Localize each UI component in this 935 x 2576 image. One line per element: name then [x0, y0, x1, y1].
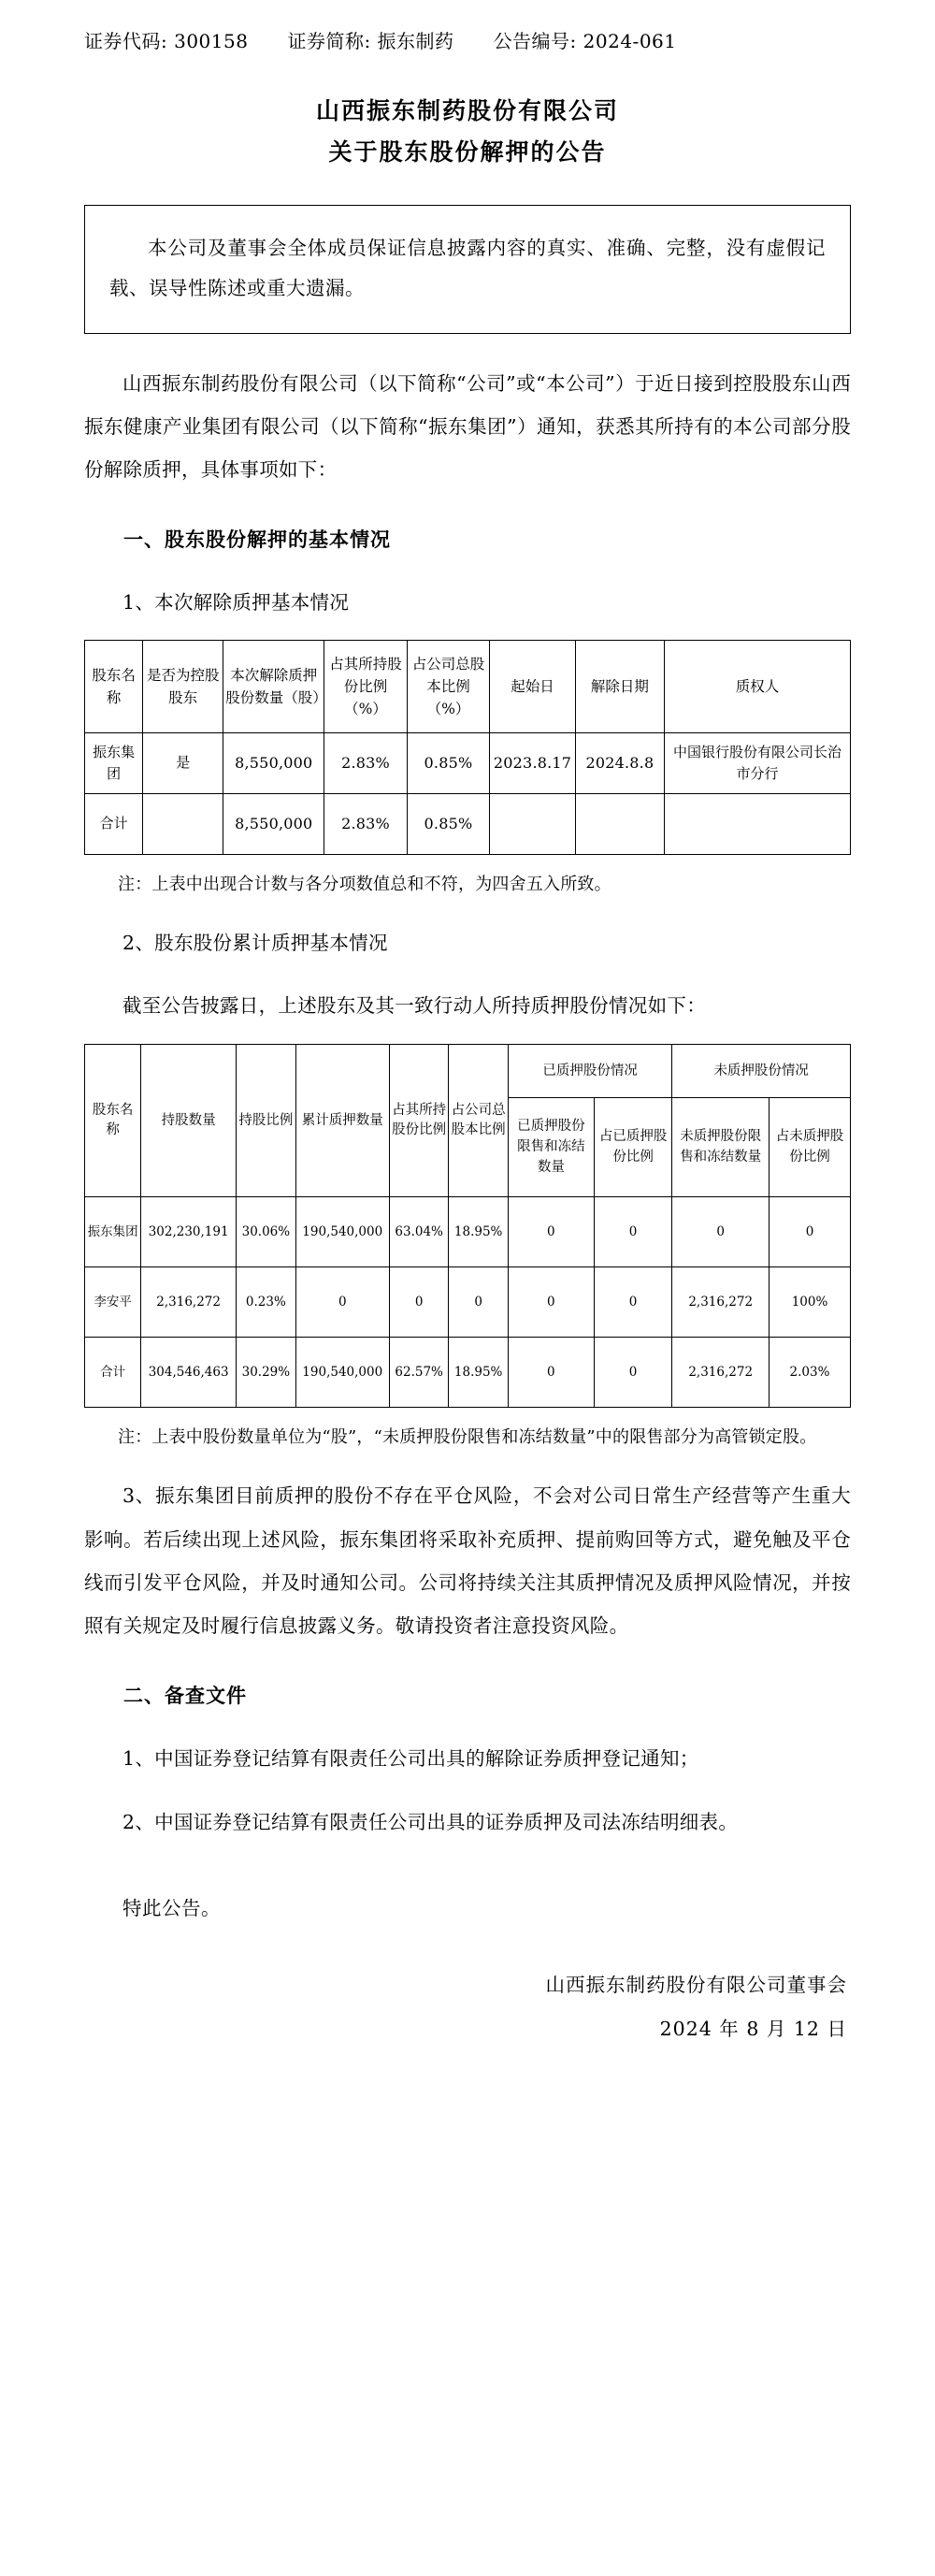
cell-release-date: 2024.8.8 — [575, 733, 664, 794]
section-1-heading: 一、股东股份解押的基本情况 — [123, 527, 391, 551]
cell-shareholder-name: 合计 — [85, 1338, 141, 1408]
title-line-2: 关于股东股份解押的公告 — [328, 137, 607, 166]
th-released-shares: 本次解除质押股份数量（股） — [223, 641, 324, 733]
cell-released-shares: 8,550,000 — [223, 733, 324, 794]
th-is-controlling: 是否为控股股东 — [143, 641, 223, 733]
section-1-sub-2-heading: 2、股东股份累计质押基本情况 — [122, 932, 388, 955]
cell-pct-of-total: 0 — [449, 1267, 509, 1338]
signature-date: 2024 年 8 月 12 日 — [659, 2018, 847, 2041]
disclaimer-box: 本公司及董事会全体成员保证信息披露内容的真实、准确、完整，没有虚假记载、误导性陈述或重大遗漏。 — [84, 205, 851, 334]
cell-pledged-restricted-pct: 0 — [594, 1267, 672, 1338]
table-row — [85, 1267, 851, 1338]
table-row — [85, 733, 851, 794]
cell-cumulative-pledged: 0 — [295, 1267, 389, 1338]
cell-unpledged-restricted-pct: 0 — [770, 1197, 851, 1267]
cell-pct-of-holding: 2.83% — [324, 733, 407, 794]
cell-pct-of-holding: 2.83% — [324, 794, 407, 855]
cell-is-controlling — [143, 794, 223, 855]
signature-block — [84, 1963, 851, 2051]
section-2-heading: 二、备查文件 — [123, 1683, 247, 1707]
cell-pct-of-holding: 0 — [389, 1267, 449, 1338]
th-holding-pct: 持股比例 — [237, 1045, 296, 1197]
cell-unpledged-restricted: 2,316,272 — [672, 1338, 770, 1408]
th-shares-held: 持股数量 — [141, 1045, 237, 1197]
cell-holding-pct: 0.23% — [237, 1267, 296, 1338]
cell-is-controlling: 是 — [143, 733, 223, 794]
cell-shares-held: 302,230,191 — [141, 1197, 237, 1267]
intro-paragraph: 山西振东制药股份有限公司（以下简称“公司”或“本公司”）于近日接到控股股东山西振东健康产业集团有限公司（以下简称“振东集团”）通知，获悉其所持有的本公司部分股份解除质押，具体事项如下： — [84, 371, 851, 481]
table-2-group-header-row — [85, 1045, 851, 1098]
cell-pct-of-total: 0.85% — [407, 794, 489, 855]
cell-shareholder-name: 李安平 — [85, 1267, 141, 1338]
th-pct-of-total: 占公司总股本比例（%） — [407, 641, 489, 733]
th-pct-of-holding: 占其所持股份比例（%） — [324, 641, 407, 733]
cell-released-shares: 8,550,000 — [223, 794, 324, 855]
th-pledged-restricted-pct: 占已质押股份比例 — [594, 1098, 672, 1197]
cell-pledged-restricted-pct: 0 — [594, 1338, 672, 1408]
th-start-date: 起始日 — [490, 641, 576, 733]
cell-shareholder-name: 振东集团 — [85, 1197, 141, 1267]
th-group-unpledged: 未质押股份情况 — [672, 1045, 851, 1098]
page-title — [84, 91, 851, 173]
th-group-pledged: 已质押股份情况 — [508, 1045, 671, 1098]
cell-cumulative-pledged: 190,540,000 — [295, 1338, 389, 1408]
cell-pledgee: 中国银行股份有限公司长治市分行 — [664, 733, 850, 794]
cell-pledged-restricted: 0 — [508, 1267, 594, 1338]
cell-start-date: 2023.8.17 — [490, 733, 576, 794]
cell-pct-of-total: 18.95% — [449, 1338, 509, 1408]
signature-company: 山西振东制药股份有限公司董事会 — [545, 1974, 847, 1997]
table-1-wrapper — [84, 640, 851, 855]
th-pct-of-total: 占公司总股本比例 — [449, 1045, 509, 1197]
cell-start-date — [490, 794, 576, 855]
table-1-header-row — [85, 641, 851, 733]
cell-unpledged-restricted: 2,316,272 — [672, 1267, 770, 1338]
th-unpledged-restricted: 未质押股份限售和冻结数量 — [672, 1098, 770, 1197]
section-1-sub-1-heading: 1、本次解除质押基本情况 — [122, 591, 350, 615]
th-shareholder-name: 股东名称 — [85, 641, 143, 733]
cell-unpledged-restricted: 0 — [672, 1197, 770, 1267]
cell-pledged-restricted: 0 — [508, 1197, 594, 1267]
table-row — [85, 1338, 851, 1408]
document-body — [84, 0, 851, 2052]
table-row — [85, 794, 851, 855]
cell-pct-of-total: 0.85% — [407, 733, 489, 794]
th-unpledged-restricted-pct: 占未质押股份比例 — [770, 1098, 851, 1197]
section-1-sub-3-paragraph: 3、振东集团目前质押的股份不存在平仓风险，不会对公司日常生产经营等产生重大影响。若后续出现上述风险，振东集团将采取补充质押、提前购回等方式，避免触及平仓线而引发平仓风险，并及时通知公司。公司将持续关注其质押情况及质押风险情况，并按照有关规定及时履行信息披露义务。敬请投资者注意投资风险。 — [84, 1484, 851, 1637]
th-shareholder-name: 股东名称 — [85, 1045, 141, 1197]
th-pledged-restricted: 已质押股份限售和冻结数量 — [508, 1098, 594, 1197]
cell-shares-held: 304,546,463 — [141, 1338, 237, 1408]
security-code: 证券代码: 300158 — [84, 30, 249, 52]
cell-pledged-restricted: 0 — [508, 1338, 594, 1408]
cell-holding-pct: 30.06% — [237, 1197, 296, 1267]
section-2-item-2: 2、中国证券登记结算有限责任公司出具的证券质押及司法冻结明细表。 — [122, 1811, 739, 1834]
cell-pledgee — [664, 794, 850, 855]
document-header-line — [84, 0, 851, 59]
cell-unpledged-restricted-pct: 2.03% — [770, 1338, 851, 1408]
table-2-wrapper — [84, 1044, 851, 1408]
section-2-item-1: 1、中国证券登记结算有限责任公司出具的解除证券质押登记通知； — [122, 1747, 699, 1771]
cell-pct-of-holding: 62.57% — [389, 1338, 449, 1408]
th-release-date: 解除日期 — [575, 641, 664, 733]
cell-cumulative-pledged: 190,540,000 — [295, 1197, 389, 1267]
announcement-number: 公告编号: 2024-061 — [493, 30, 677, 52]
cell-shareholder-name: 振东集团 — [85, 733, 143, 794]
cell-pct-of-holding: 63.04% — [389, 1197, 449, 1267]
table-row — [85, 1197, 851, 1267]
cell-shareholder-name: 合计 — [85, 794, 143, 855]
cell-pct-of-total: 18.95% — [449, 1197, 509, 1267]
cell-pledged-restricted-pct: 0 — [594, 1197, 672, 1267]
release-summary-table — [84, 640, 851, 855]
table-1-note: 注：上表中出现合计数与各分项数值总和不符，为四舍五入所致。 — [118, 875, 611, 895]
cell-unpledged-restricted-pct: 100% — [770, 1267, 851, 1338]
security-short-name: 证券简称: 振东制药 — [287, 30, 454, 52]
section-1-sub-2-intro: 截至公告披露日，上述股东及其一致行动人所持质押股份情况如下： — [122, 994, 706, 1018]
cell-shares-held: 2,316,272 — [141, 1267, 237, 1338]
title-line-1: 山西振东制药股份有限公司 — [315, 97, 619, 124]
cell-holding-pct: 30.29% — [237, 1338, 296, 1408]
th-cumulative-pledged: 累计质押数量 — [295, 1045, 389, 1197]
table-2-note: 注：上表中股份数量单位为“股”，“未质押股份限售和冻结数量”中的限售部分为高管锁定股。 — [118, 1427, 817, 1448]
closing-statement: 特此公告。 — [122, 1897, 221, 1920]
th-pct-of-holding: 占其所持股份比例 — [389, 1045, 449, 1197]
th-pledgee: 质权人 — [664, 641, 850, 733]
cumulative-pledge-table — [84, 1044, 851, 1408]
cell-release-date — [575, 794, 664, 855]
